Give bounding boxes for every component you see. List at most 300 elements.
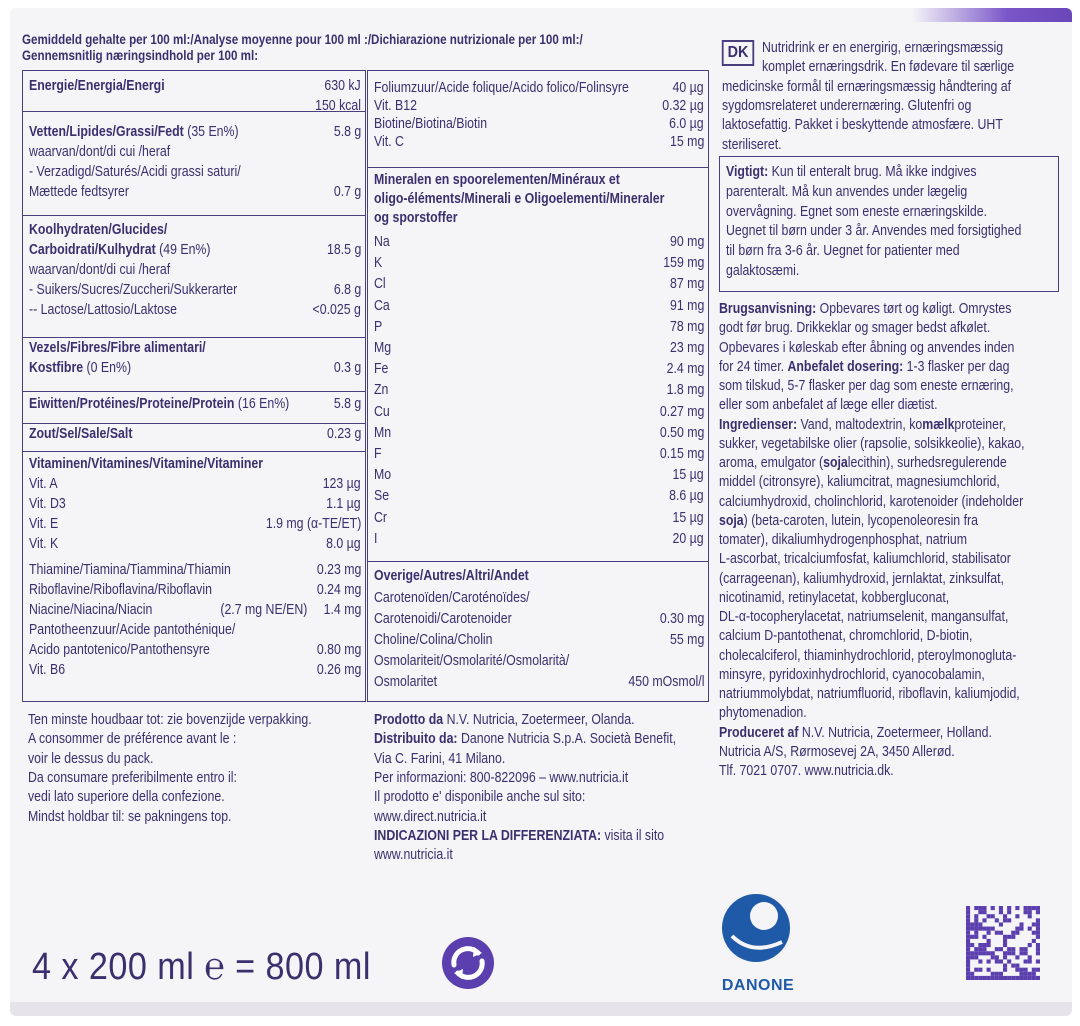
dosering-line-part: eller som anbefalet af læge eller diætist. — [719, 397, 938, 414]
ingredients-line — [719, 416, 1006, 435]
datamatrix-cell — [1011, 964, 1015, 968]
datamatrix-cell — [970, 927, 974, 931]
datamatrix-cell — [1024, 968, 1028, 972]
nutrient-value: 6.0 µg — [669, 116, 704, 132]
vigtigt-line-part: overvågning. Egnet som eneste ernæringskilde. — [726, 203, 988, 220]
ingredients-line — [719, 704, 807, 723]
nutrient-name — [29, 535, 58, 554]
nutrient-value: 2.4 mg — [666, 361, 704, 378]
datamatrix-cell — [966, 976, 970, 980]
datamatrix-cell — [1015, 927, 1019, 931]
nutrient-name — [29, 221, 167, 240]
vigtigt-line-part: Uegnet til børn under 3 år. Anvendes med forsigtighed — [726, 223, 1022, 240]
producer-line-part: Nutricia A/S, Rørmosevej 2A, 3450 Allerød. — [719, 743, 955, 760]
nutrient-value: 8.0 µg — [326, 536, 361, 552]
top-color-band — [912, 8, 1072, 22]
datamatrix-cell — [991, 972, 995, 976]
datamatrix-cell — [1019, 922, 1023, 926]
datamatrix-cell — [1036, 918, 1040, 922]
ingredients-line-part: minsyre, pyridoxinhydrochlorid, cyanocobalamin, — [719, 666, 985, 683]
datamatrix-cell — [966, 935, 970, 939]
producer-line-part: Tlf. 7021 0707. www.nutricia.dk. — [719, 763, 894, 779]
datamatrix-cell — [1032, 939, 1036, 943]
nutrient-label: Energie/Energia/Energi — [29, 78, 165, 94]
nutrient-label: I — [374, 530, 378, 547]
nutrient-label: Vetten/Lipides/Grassi/Fedt — [29, 124, 184, 140]
best-before-line-part: voir le dessus du pack. — [28, 750, 154, 767]
nutrient-label: Na — [374, 234, 390, 250]
distribuito-line — [374, 730, 676, 749]
nutrient-label: Cu — [374, 403, 390, 420]
nutrition-table-right — [367, 70, 709, 702]
datamatrix-cell — [982, 927, 986, 931]
ingredients-line-part: sukker, vegetabilske olier (rapsolie, solsikkeolie), kakao, — [719, 435, 1025, 452]
datamatrix-cell — [995, 972, 999, 976]
producer-line-part: Produceret af — [719, 724, 799, 741]
nutrient-value: 40 µg — [672, 80, 704, 96]
nutrient-name — [29, 395, 289, 414]
datamatrix-cell — [987, 939, 991, 943]
dk-intro-line-part: laktosefattig. Pakket i beskyttende atmosfære. UHT — [722, 117, 1003, 134]
nutrient-name — [374, 381, 388, 400]
nutrient-value: 5.8 g — [333, 124, 361, 140]
datamatrix-cell — [982, 943, 986, 947]
nutrient-label: Vit. K — [29, 536, 59, 552]
datamatrix-cell — [974, 955, 978, 959]
nutrient-label: Vitaminen/Vitamines/Vitamine/Vitaminer — [29, 456, 264, 472]
nutrient-value: 0.30 mg — [659, 611, 704, 627]
datamatrix-cell — [970, 943, 974, 947]
danone-logo — [712, 886, 804, 996]
datamatrix-cell — [974, 918, 978, 922]
datamatrix-cell — [1024, 976, 1028, 980]
prodotto-line-part: N.V. Nutricia, Zoetermeer, Olanda. — [443, 712, 635, 728]
nutrient-label: Acido pantotenico/Pantothensyre — [29, 642, 210, 658]
nutrient-name — [374, 133, 404, 152]
nutrient-name — [29, 455, 263, 474]
differenziata-line-part: www.nutricia.it — [374, 847, 453, 864]
divider — [23, 215, 365, 216]
datamatrix-cell — [999, 972, 1003, 976]
datamatrix-cell — [974, 935, 978, 939]
nutrient-label: Carotenoidi/Carotenoider — [374, 611, 512, 627]
datamatrix-cell — [966, 968, 970, 972]
producer-line — [719, 743, 955, 762]
distribuito-line — [374, 808, 486, 827]
datamatrix-cell — [982, 947, 986, 951]
ingredients-line-part: middel (citronsyre), kaliumcitrat, magnesiumchlorid, — [719, 474, 1000, 491]
nutrient-value: 23 mg — [669, 340, 704, 356]
nutrient-name — [374, 339, 391, 358]
vigtigt-line-part: Vigtigt: — [726, 164, 769, 180]
vigtigt-line — [726, 183, 967, 202]
ingredients-line-part: soja — [823, 455, 848, 471]
brugs-line-part: Opbevares tørt og køligt. Omrystes — [816, 301, 1012, 317]
nutrient-label: Pantotheenzuur/Acide pantothénique/ — [29, 622, 236, 638]
datamatrix-cell — [966, 931, 970, 935]
datamatrix-cell — [1036, 935, 1040, 939]
nutrient-value: 1.1 µg — [326, 496, 361, 512]
datamatrix-cell — [966, 918, 970, 922]
nutrient-value: 1.9 mg (α-TE/ET) — [265, 516, 361, 532]
producer-line — [719, 724, 992, 743]
dosering-line — [719, 396, 938, 415]
datamatrix-cell — [1003, 943, 1007, 947]
ingredients-line-part: tomater), dikaliumhydrogenphosphat, natrium — [719, 532, 968, 548]
best-before-line — [28, 808, 231, 827]
nutrient-name — [29, 581, 212, 600]
datamatrix-cell — [966, 951, 970, 955]
brugs-line-part: Opbevares i køleskab efter åbning og anvendes inden — [719, 339, 1015, 356]
nutrient-value: 0.23 mg — [316, 562, 361, 578]
nutrient-label: Mg — [374, 340, 392, 356]
datamatrix-cell — [1003, 935, 1007, 939]
best-before-line-part: Ten minste houdbaar tot: zie bovenzijde verpakking. — [28, 712, 312, 728]
differenziata-line-part: INDICAZIONI PER LA DIFFERENZIATA: — [374, 827, 602, 844]
datamatrix-cell — [1032, 968, 1036, 972]
nutrient-label: Mo — [374, 467, 392, 484]
datamatrix-cell — [1028, 972, 1032, 976]
nutrient-label: Foliumzuur/Acide folique/Acido folico/Folinsyre — [374, 80, 629, 96]
datamatrix-cell — [1019, 968, 1023, 972]
header-line-2: Gennemsnitlig næringsindhold per 100 ml: — [22, 48, 259, 63]
datamatrix-cell — [1028, 927, 1032, 931]
vigtigt-line — [726, 163, 976, 182]
datamatrix-cell — [1028, 959, 1032, 963]
distribuito-line — [374, 750, 505, 769]
datamatrix-cell — [987, 976, 991, 980]
datamatrix-cell — [999, 947, 1003, 951]
distribuito-line — [374, 769, 628, 788]
nutrient-value: 0.7 g — [333, 184, 361, 200]
datamatrix-cell — [974, 922, 978, 926]
dk-intro-line — [722, 136, 782, 155]
nutrient-value: 0.32 µg — [662, 98, 704, 114]
datamatrix-cell — [987, 959, 991, 963]
datamatrix-cell — [1015, 914, 1019, 918]
distribuito-line-part: Il prodotto e' disponibile anche sul sito: — [374, 789, 586, 806]
nutrient-label: Mn — [374, 424, 392, 441]
ingredients-line-part: ) (beta-caroten, lutein, lycopenoleoresin fra — [743, 512, 978, 529]
datamatrix-cell — [978, 943, 982, 947]
datamatrix-cell — [991, 927, 995, 931]
dosering-line — [719, 377, 1014, 396]
ingredients-line-part: aroma, emulgator ( — [719, 455, 824, 471]
ingredients-line — [719, 435, 1025, 454]
datamatrix-cell — [995, 959, 999, 963]
datamatrix-cell — [1003, 955, 1007, 959]
datamatrix-cell — [978, 906, 982, 910]
nutrient-value: 150 kcal — [315, 98, 361, 114]
nutrient-value: 630 kJ — [324, 78, 361, 94]
datamatrix-code — [966, 906, 1040, 980]
datamatrix-cell — [995, 931, 999, 935]
nutrient-label: Niacine/Niacina/Niacin — [29, 602, 153, 618]
nutrient-name — [29, 143, 170, 162]
nutrient-value: 123 µg — [323, 476, 361, 492]
datamatrix-cell — [995, 955, 999, 959]
nutrient-name — [29, 661, 65, 680]
datamatrix-cell — [970, 922, 974, 926]
datamatrix-cell — [966, 910, 970, 914]
divider — [23, 337, 365, 338]
datamatrix-cell — [974, 976, 978, 980]
ingredients-line-part: calcium D-pantothenat, chromchlorid, D-biotin, — [719, 628, 973, 645]
nutrient-name — [374, 403, 390, 422]
ingredients-line-part: phytomenadion. — [719, 705, 807, 722]
ingredients-line-part: calciumhydroxid, cholinchlorid, karotenoider (indeholder — [719, 493, 1024, 510]
nutrient-label: Vit. C — [374, 134, 404, 150]
dk-intro-line — [722, 97, 971, 116]
datamatrix-cell — [1007, 906, 1011, 910]
nutrient-name — [374, 445, 382, 464]
nutrient-value: 0.50 mg — [659, 424, 704, 441]
nutrient-name — [29, 123, 239, 142]
ingredients-line-part: mælk — [922, 416, 955, 433]
nutrient-label: Choline/Colina/Cholin — [374, 632, 493, 648]
brugs-line — [719, 300, 1011, 319]
ingredients-line — [719, 531, 967, 550]
datamatrix-cell — [982, 906, 986, 910]
vigtigt-line — [726, 203, 987, 222]
datamatrix-cell — [966, 943, 970, 947]
nutrient-value: 0.15 mg — [659, 446, 704, 462]
best-before-line — [28, 750, 153, 769]
nutrient-label: Zn — [374, 382, 389, 399]
dk-intro-line-part: medicinske formål til ernæringsmæssig håndtering af — [722, 78, 1012, 95]
nutrient-value: 5.8 g — [333, 396, 361, 412]
nutrient-value: 91 mg — [669, 297, 704, 314]
datamatrix-cell — [1032, 972, 1036, 976]
nutrient-label: Vit. B12 — [374, 98, 417, 114]
datamatrix-cell — [1028, 976, 1032, 980]
datamatrix-cell — [1028, 943, 1032, 947]
datamatrix-cell — [987, 914, 991, 918]
datamatrix-cell — [1032, 931, 1036, 935]
datamatrix-cell — [1003, 968, 1007, 972]
datamatrix-cell — [966, 922, 970, 926]
datamatrix-cell — [1015, 968, 1019, 972]
datamatrix-cell — [1003, 964, 1007, 968]
divider — [23, 391, 365, 392]
divider — [23, 423, 365, 424]
nutrient-name — [374, 360, 388, 379]
dk-intro-line — [762, 39, 1003, 58]
nutrient-label: F — [374, 446, 382, 462]
producer-line-part: N.V. Nutricia, Zoetermeer, Holland. — [798, 724, 992, 741]
nutrient-value: 18.5 g — [326, 242, 361, 258]
nutrient-label: Osmolaritet — [374, 674, 438, 690]
datamatrix-cell — [1011, 935, 1015, 939]
datamatrix-cell — [970, 935, 974, 939]
datamatrix-cell — [1011, 947, 1015, 951]
nutrient-value: 15 µg — [672, 509, 704, 526]
datamatrix-cell — [978, 951, 982, 955]
minerals-title-line: Mineralen en spoorelementen/Minéraux et — [374, 172, 620, 188]
ingredients-line — [719, 570, 1004, 589]
brugs-line-part: Brugsanvisning: — [719, 301, 817, 317]
ingredients-line-part: proteiner, — [954, 416, 1006, 433]
nutrient-name — [29, 425, 132, 444]
dk-intro-line — [762, 58, 1014, 77]
nutrient-label: Thiamine/Tiamina/Tiammina/Thiamin — [29, 562, 231, 578]
datamatrix-cell — [978, 976, 982, 980]
datamatrix-cell — [1036, 927, 1040, 931]
brugs-line — [719, 339, 1014, 358]
nutrient-label: waarvan/dont/di cui /heraf — [29, 262, 171, 278]
ingredients-line — [719, 550, 1011, 569]
datamatrix-cell — [1015, 964, 1019, 968]
nutrient-value: 159 mg — [662, 255, 704, 272]
nutrient-name — [374, 509, 387, 528]
datamatrix-cell — [1003, 914, 1007, 918]
datamatrix-cell — [1007, 976, 1011, 980]
prodotto-line-part: Prodotto da — [374, 712, 444, 728]
datamatrix-cell — [991, 914, 995, 918]
datamatrix-cell — [982, 918, 986, 922]
differenziata-line — [374, 827, 664, 846]
nutrient-value: 78 mg — [669, 318, 704, 335]
energy-percent: (49 En%) — [155, 242, 211, 258]
datamatrix-cell — [991, 955, 995, 959]
datamatrix-cell — [991, 976, 995, 980]
nutrient-name — [374, 233, 390, 252]
datamatrix-cell — [999, 906, 1003, 910]
datamatrix-cell — [1036, 968, 1040, 972]
nutrient-name — [374, 297, 390, 316]
datamatrix-cell — [1007, 951, 1011, 955]
nutrient-label: Riboflavine/Riboflavina/Riboflavin — [29, 582, 212, 598]
nutrient-label: Vezels/Fibres/Fibre alimentari/ — [29, 340, 206, 356]
nutrient-label: Se — [374, 488, 390, 505]
datamatrix-cell — [982, 935, 986, 939]
datamatrix-cell — [978, 968, 982, 972]
distribuito-line-part: Distribuito da: — [374, 731, 458, 748]
datamatrix-cell — [1007, 959, 1011, 963]
datamatrix-cell — [987, 951, 991, 955]
dk-intro-line — [722, 78, 1011, 97]
datamatrix-cell — [1007, 918, 1011, 922]
nutrient-label: Vit. D3 — [29, 496, 66, 512]
datamatrix-cell — [1019, 951, 1023, 955]
datamatrix-cell — [982, 951, 986, 955]
minerals-title-line: oligo-éléments/Minerali e Oligoelementi/Mineraler — [374, 191, 665, 207]
nutrient-name — [374, 466, 391, 485]
best-before-line — [28, 788, 225, 807]
differenziata-line — [374, 846, 453, 865]
datamatrix-cell — [966, 955, 970, 959]
nutrient-value: 55 mg — [669, 632, 704, 648]
best-before-line — [28, 769, 237, 788]
ingredients-line-part: Vand, maltodextrin, ko — [797, 416, 923, 433]
datamatrix-cell — [974, 927, 978, 931]
ingredients-line-part: cholecalciferol, thiaminhydrochlorid, pteroylmonogluta- — [719, 647, 1017, 664]
distribuito-line-part: www.direct.nutricia.it — [374, 808, 487, 825]
nutrient-label: Osmolariteit/Osmolarité/Osmolarità/ — [374, 653, 570, 669]
datamatrix-cell — [966, 927, 970, 931]
datamatrix-cell — [1011, 976, 1015, 980]
datamatrix-cell — [974, 931, 978, 935]
datamatrix-cell — [982, 910, 986, 914]
nutrient-name — [374, 589, 530, 608]
nutrient-label: P — [374, 318, 383, 335]
nutrient-value: 15 µg — [672, 467, 704, 484]
nutrient-label: Ca — [374, 297, 390, 314]
datamatrix-cell — [978, 947, 982, 951]
ingredients-line — [719, 647, 1016, 666]
datamatrix-cell — [1032, 976, 1036, 980]
dk-intro-line — [722, 116, 1003, 135]
datamatrix-cell — [999, 959, 1003, 963]
best-before-line-part: vedi lato superiore della confezione. — [28, 789, 225, 806]
nutrition-header — [22, 32, 607, 64]
nutrient-value: 0.27 mg — [659, 403, 704, 420]
nutrient-value: 87 mg — [669, 276, 704, 293]
datamatrix-cell — [1036, 931, 1040, 935]
datamatrix-cell — [970, 955, 974, 959]
datamatrix-cell — [974, 947, 978, 951]
nutrient-value: 0.80 mg — [316, 642, 361, 658]
brugs-line — [719, 319, 990, 338]
nutrient-name — [374, 673, 437, 692]
best-before-line — [28, 730, 236, 749]
energy-percent: (0 En%) — [83, 360, 132, 376]
nutrient-name — [374, 115, 487, 134]
datamatrix-cell — [999, 910, 1003, 914]
nutrient-label: Carotenoïden/Caroténoïdes/ — [374, 590, 530, 606]
datamatrix-cell — [991, 906, 995, 910]
nutrient-value: 0.24 mg — [316, 582, 361, 598]
nutrient-name — [29, 281, 237, 300]
datamatrix-cell — [1036, 959, 1040, 963]
divider — [23, 111, 365, 112]
datamatrix-cell — [978, 959, 982, 963]
datamatrix-cell — [966, 939, 970, 943]
datamatrix-cell — [1024, 906, 1028, 910]
datamatrix-cell — [995, 947, 999, 951]
ingredients-line-part: natriummolybdat, natriumfluorid, riboflavin, kaliumjodid, — [719, 686, 1020, 702]
nutrient-label: Koolhydraten/Glucides/ — [29, 222, 168, 238]
best-before-line-part: Mindst holdbar til: se pakningens top. — [28, 808, 232, 825]
datamatrix-cell — [970, 972, 974, 976]
prodotto-line — [374, 711, 635, 730]
nutrient-value: 450 mOsmol/l — [627, 674, 704, 690]
vigtigt-line — [726, 222, 1021, 241]
datamatrix-cell — [1019, 927, 1023, 931]
dosering-line-part: 1-3 flasker per dag — [903, 358, 1010, 375]
ingredients-line-part: soja — [719, 512, 744, 529]
nutrient-value: 0.23 g — [326, 426, 361, 442]
nutrient-label: Vit. B6 — [29, 662, 66, 678]
datamatrix-cell — [1007, 910, 1011, 914]
divider — [368, 167, 708, 168]
nutrient-name — [29, 77, 165, 96]
nutrient-label: Kostfibre — [29, 360, 84, 376]
vigtigt-line — [726, 262, 799, 281]
nutrient-name — [29, 475, 58, 494]
datamatrix-cell — [974, 914, 978, 918]
nutrient-name — [29, 621, 235, 640]
datamatrix-cell — [1024, 959, 1028, 963]
energy-percent: (16 En%) — [234, 396, 290, 412]
datamatrix-cell — [1032, 922, 1036, 926]
best-before-line — [28, 711, 312, 730]
brugs-line-part: godt før brug. Drikkeklar og smager bedst afkølet. — [719, 320, 991, 337]
header-line-1: Gemiddeld gehalte per 100 ml:/Analyse moyenne pour 100 ml :/Dichiarazione nutrizionale per 100 ml:/ — [22, 32, 583, 47]
dosering-line — [719, 358, 1009, 377]
nutrient-label: Cl — [374, 276, 386, 293]
datamatrix-cell — [978, 927, 982, 931]
